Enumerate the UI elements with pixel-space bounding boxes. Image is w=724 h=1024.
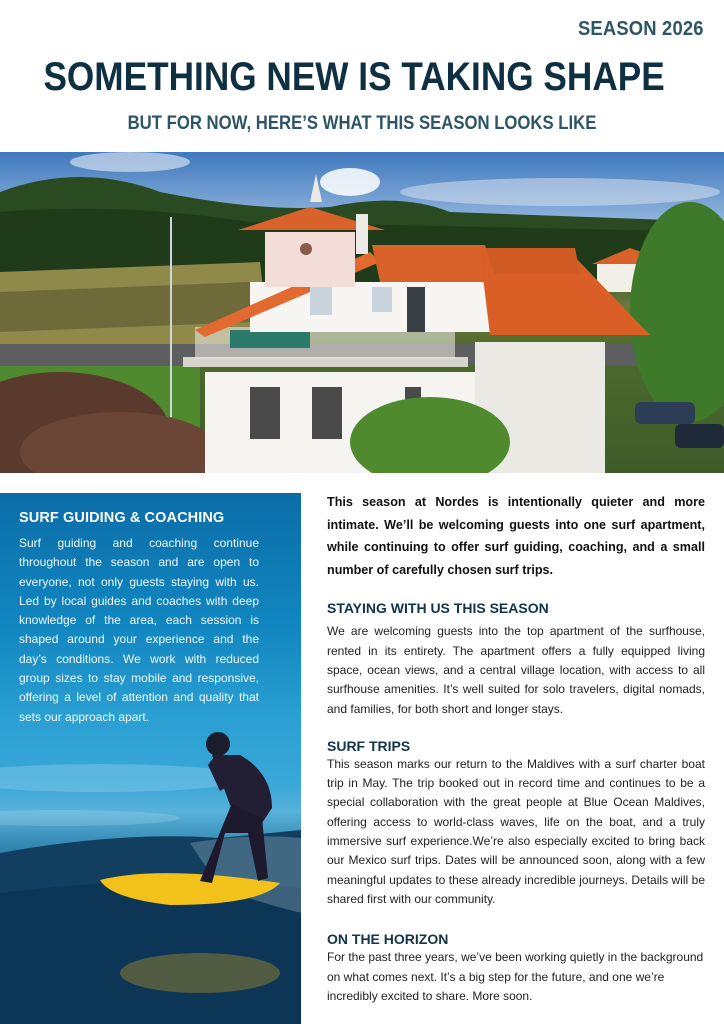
- section-text-horizon: For the past three years, we’ve been working quietly in the background on what comes next. It’s a big step for the future, and one we’re incredibly excited to share. More soon.: [327, 950, 704, 1003]
- section-heading-surf-trips: SURF TRIPS: [327, 737, 411, 754]
- section-heading-staying: STAYING WITH US THIS SEASON: [327, 600, 549, 617]
- section-text-staying: We are welcoming guests into the top apartment of the surfhouse, rented in its entirety. The apartment offers a fully equipped living space, ocean views, and a central village location, with access to all surfhouse amenities. It’s well suited for solo travelers, digital nomads, and families, for both short and longer stays.: [327, 624, 705, 716]
- surf-guiding-panel: [0, 493, 301, 1024]
- hero-image-surfhouse: [0, 152, 724, 473]
- section-text-surf-trips: This season marks our return to the Maldives with a surf charter boat trip in May. The trip booked out in record time and continues to be a special collaboration with the great people at Blue Ocean Maldives, offering access to world-class waves, life on the boat, and a truly immersive surf experience.We’re also especially excited to bring back our Mexico surf trips. Dates will be announced soon, along with a few meaningful updates to these already incredible journeys. Details will be shared first with our community.: [327, 756, 705, 906]
- main-content: [327, 491, 705, 1006]
- intro-paragraph: This season at Nordes is intentionally quieter and more intimate. We’ll be welcoming guests into one surf apartment, while continuing to offer surf guiding, coaching, and a small number of carefully chosen surf trips.: [327, 495, 705, 577]
- surf-guiding-heading: SURF GUIDING & COACHING: [19, 510, 225, 526]
- season-label: SEASON 2026: [578, 18, 704, 40]
- page-title: SOMETHING NEW IS TAKING SHAPE: [43, 55, 665, 99]
- section-heading-horizon: ON THE HORIZON: [327, 931, 449, 948]
- surfhouse-illustration: [0, 152, 724, 473]
- page-subtitle: BUT FOR NOW, HERE’S WHAT THIS SEASON LOOKS LIKE: [127, 113, 597, 134]
- surf-guiding-text: Surf guiding and coaching continue throughout the season and are open to everyone, not only guests staying with us. Led by local guides and coaches with deep knowledge of the area, each session is shaped around your experience and the day’s conditions. We work with reduced group sizes to stay mobile and responsive, offering a level of attention and quality that sets our approach apart.: [19, 536, 259, 724]
